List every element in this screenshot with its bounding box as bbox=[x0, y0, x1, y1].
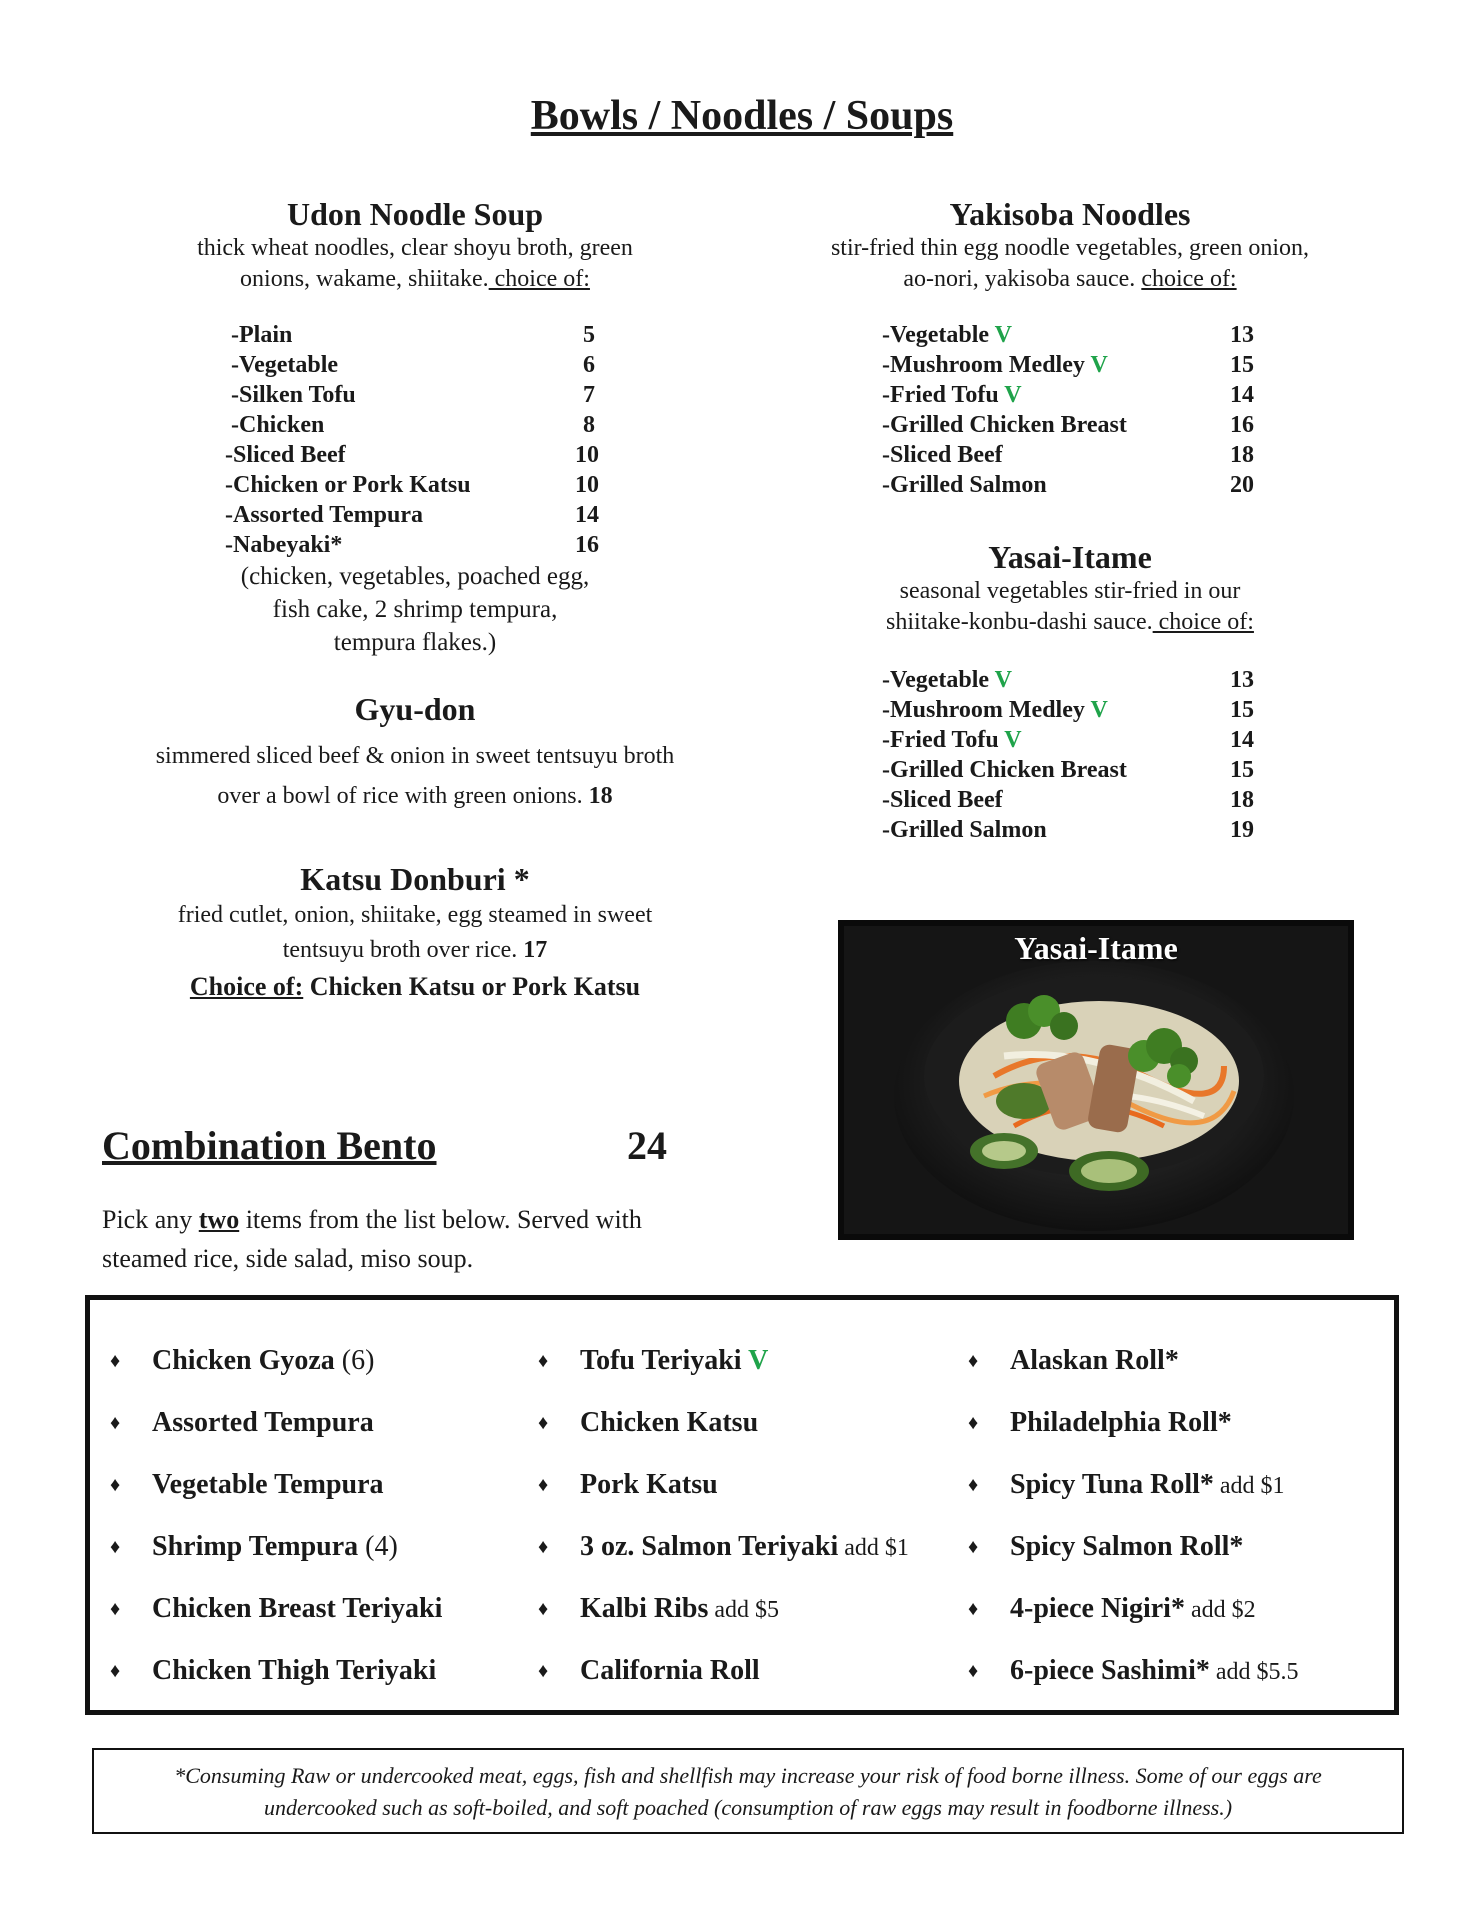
diamond-bullet-icon: ♦ bbox=[968, 1412, 979, 1434]
vegetarian-mark: V bbox=[1004, 382, 1022, 408]
gyudon-price: 18 bbox=[588, 783, 613, 809]
bento-options-box: ♦ Chicken Gyoza (6) ♦ Assorted Tempura ♦ Vegetable Tempura ♦ Shrimp Tempura (4) ♦ Chicken Breast Teriyaki ♦ Chicken Thigh Teriyaki ♦ Tofu Teriyaki V ♦ Chicken Katsu ♦ Pork Katsu ♦ 3 oz. Salmon Teriyaki add $1 ♦ Kalbi Ribs add $5 ♦ California Roll ♦ Alaskan Roll* ♦ Philadelphia Roll* ♦ Spicy Tuna Roll* add $1 ♦ Spicy Salmon Roll* ♦ 4-piece Nigiri* add $2 ♦ 6-piece Sashimi* add $5.5 bbox=[85, 1295, 1399, 1715]
bento-desc: Pick any two items from the list below. Served with steamed rice, side salad, miso soup. bbox=[102, 1205, 642, 1273]
katsu-donburi-price: 17 bbox=[523, 937, 548, 963]
diamond-bullet-icon: ♦ bbox=[538, 1660, 549, 1682]
yakisoba-desc-line1: stir-fried thin egg noodle vegetables, green onion, bbox=[830, 235, 1310, 261]
menu-item: -Mushroom Medley V 15 bbox=[882, 352, 1254, 378]
yakisoba-items bbox=[882, 320, 1262, 500]
yasai-items bbox=[882, 665, 1262, 845]
menu-item: -Grilled Salmon 19 bbox=[882, 817, 1254, 843]
menu-item: -Grilled Chicken Breast 15 bbox=[882, 757, 1254, 783]
menu-item: -Assorted Tempura 14 bbox=[225, 502, 599, 528]
photo-label: Yasai-Itame bbox=[1014, 930, 1178, 966]
yasai-section bbox=[760, 538, 1380, 638]
udon-items bbox=[225, 320, 605, 560]
udon-desc-line1: thick wheat noodles, clear shoyu broth, green bbox=[197, 235, 633, 261]
menu-item: -Sliced Beef 18 bbox=[882, 442, 1254, 468]
menu-item: -Vegetable V 13 bbox=[882, 667, 1254, 693]
diamond-bullet-icon: ♦ bbox=[968, 1660, 979, 1682]
gyudon-desc-line1: simmered sliced beef & onion in sweet tentsuyu broth bbox=[155, 743, 675, 769]
yakisoba-section bbox=[760, 195, 1380, 295]
vegetarian-mark: V bbox=[1090, 697, 1108, 723]
gyudon-desc-line2: over a bowl of rice with green onions. bbox=[217, 783, 583, 809]
diamond-bullet-icon: ♦ bbox=[538, 1350, 549, 1372]
bento-title: Combination Bento 24 bbox=[102, 1123, 667, 1168]
diamond-bullet-icon: ♦ bbox=[110, 1660, 121, 1682]
katsu-donburi-choice-label: Choice of: bbox=[189, 972, 304, 1001]
raw-warning-star: * bbox=[513, 861, 530, 897]
menu-item: -Sliced Beef 18 bbox=[882, 787, 1254, 813]
menu-item: -Mushroom Medley V 15 bbox=[882, 697, 1254, 723]
yakisoba-choice-label: choice of: bbox=[1141, 266, 1237, 292]
diamond-bullet-icon: ♦ bbox=[538, 1474, 549, 1496]
vegetarian-mark: V bbox=[1090, 352, 1108, 378]
bento-two: two bbox=[198, 1205, 240, 1234]
katsu-donburi-section bbox=[80, 860, 750, 1006]
gyudon-section bbox=[80, 690, 750, 816]
menu-item: -Chicken 8 bbox=[231, 412, 595, 438]
diamond-bullet-icon: ♦ bbox=[968, 1474, 979, 1496]
menu-item: -Grilled Salmon 20 bbox=[882, 472, 1254, 498]
vegetarian-mark: V bbox=[994, 322, 1013, 348]
diamond-bullet-icon: ♦ bbox=[110, 1474, 121, 1496]
katsu-donburi-desc-line2: tentsuyu broth over rice. bbox=[282, 937, 518, 963]
katsu-donburi-choice-value: Chicken Katsu or Pork Katsu bbox=[303, 972, 641, 1001]
menu-item: -Grilled Chicken Breast 16 bbox=[882, 412, 1254, 438]
food-bowl-image bbox=[844, 926, 1348, 1234]
katsu-donburi-title: Katsu Donburi bbox=[300, 861, 506, 897]
menu-item: -Silken Tofu 7 bbox=[231, 382, 595, 408]
yasai-choice-label: choice of: bbox=[1152, 609, 1254, 635]
vegetarian-mark: V bbox=[1004, 727, 1022, 753]
page-title: Bowls / Noodles / Soups bbox=[530, 93, 954, 139]
menu-item: -Sliced Beef 10 bbox=[225, 442, 599, 468]
menu-item: -Chicken or Pork Katsu 10 bbox=[225, 472, 599, 498]
nabeyaki-note: (chicken, vegetables, poached egg, fish cake, 2 shrimp tempura, tempura flakes.) bbox=[240, 563, 590, 656]
diamond-bullet-icon: ♦ bbox=[538, 1598, 549, 1620]
yasai-itame-photo bbox=[838, 920, 1354, 1240]
raw-food-disclaimer: *Consuming Raw or undercooked meat, eggs, fish and shellfish may increase your risk of food borne illness. Some of our eggs are undercooked such as soft-boiled, and soft poached (consumption of raw eggs may result in foodborne illness.) bbox=[92, 1748, 1404, 1834]
yasai-desc-line1: seasonal vegetables stir-fried in our bbox=[899, 578, 1241, 604]
yasai-desc-line2: shiitake-konbu-dashi sauce. bbox=[886, 609, 1153, 635]
menu-item: -Fried Tofu V 14 bbox=[882, 727, 1254, 753]
menu-item: -Vegetable 6 bbox=[231, 352, 595, 378]
udon-desc-line2: onions, wakame, shiitake. bbox=[240, 266, 489, 292]
diamond-bullet-icon: ♦ bbox=[110, 1412, 121, 1434]
diamond-bullet-icon: ♦ bbox=[110, 1350, 121, 1372]
bento-price: 24 bbox=[627, 1123, 667, 1168]
udon-title: Udon Noodle Soup bbox=[286, 196, 544, 232]
diamond-bullet-icon: ♦ bbox=[968, 1536, 979, 1558]
yakisoba-title: Yakisoba Noodles bbox=[949, 196, 1191, 232]
udon-choice-label: choice of: bbox=[488, 266, 590, 292]
yasai-title: Yasai-Itame bbox=[988, 539, 1152, 575]
diamond-bullet-icon: ♦ bbox=[538, 1412, 549, 1434]
udon-section bbox=[80, 195, 750, 295]
menu-item: -Vegetable V 13 bbox=[882, 322, 1254, 348]
diamond-bullet-icon: ♦ bbox=[538, 1536, 549, 1558]
menu-item: -Nabeyaki* 16 bbox=[225, 532, 599, 558]
diamond-bullet-icon: ♦ bbox=[968, 1598, 979, 1620]
menu-item: -Fried Tofu V 14 bbox=[882, 382, 1254, 408]
gyudon-title: Gyu-don bbox=[354, 691, 476, 727]
vegetarian-mark: V bbox=[994, 667, 1013, 693]
diamond-bullet-icon: ♦ bbox=[110, 1598, 121, 1620]
katsu-donburi-desc-line1: fried cutlet, onion, shiitake, egg steamed in sweet bbox=[177, 902, 653, 928]
diamond-bullet-icon: ♦ bbox=[110, 1536, 121, 1558]
vegetarian-mark: V bbox=[748, 1345, 769, 1376]
menu-item: -Plain 5 bbox=[231, 322, 595, 348]
yakisoba-desc-line2: ao-nori, yakisoba sauce. bbox=[903, 266, 1136, 292]
diamond-bullet-icon: ♦ bbox=[968, 1350, 979, 1372]
